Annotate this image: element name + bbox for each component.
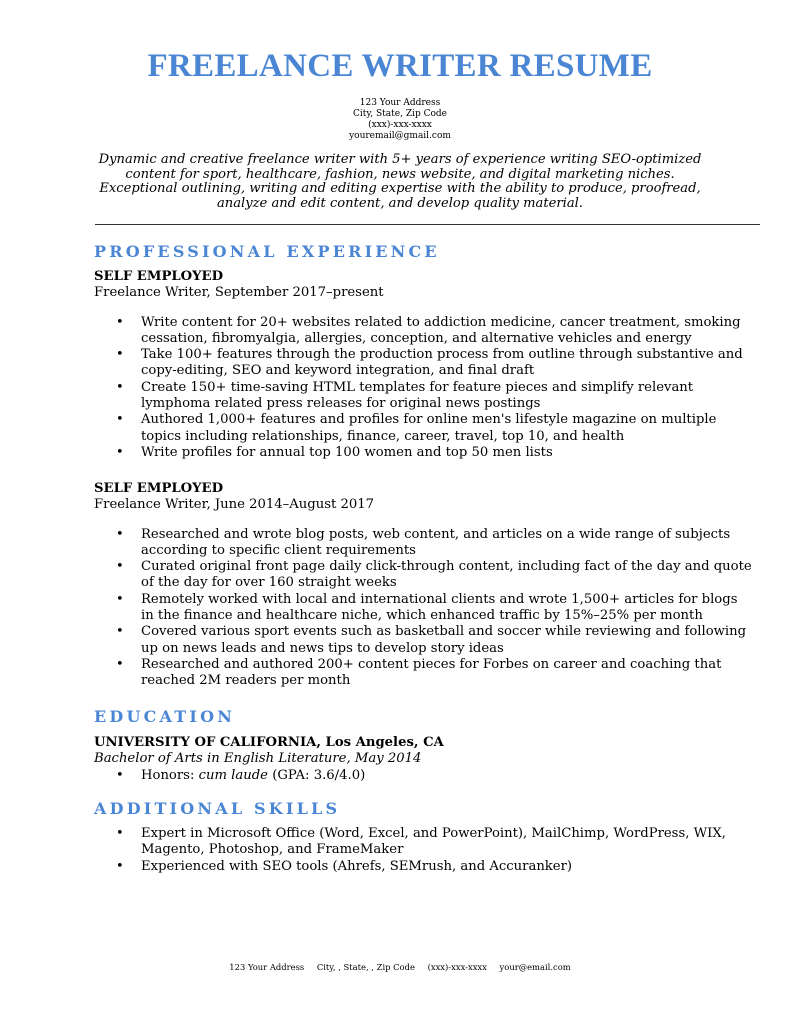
footer-contact xyxy=(0,962,800,972)
list-item xyxy=(94,657,754,690)
footer-address: 123 Your Address xyxy=(229,962,305,972)
bullet-text: Expert in Microsoft Office (Word, Excel, and PowerPoint), MailChimp, WordPress, WIX, Magento, Photoshop, and FrameMaker xyxy=(141,826,726,858)
professional-summary: Dynamic and creative freelance writer with 5+ years of experience writing SEO-optimized content for sport, healthcare, fashion, news website, and digital marketing niches. Exceptional outlining, writing and editing expertise with the ability to produce, proofread, analyze and edit content, and develop quality material. xyxy=(98,152,702,211)
bullet-text: Researched and wrote blog posts, web content, and articles on a wide range of subjects according to specific client requirements xyxy=(141,526,731,558)
bullet-icon: • xyxy=(116,444,124,460)
degree: Bachelor of Arts in English Literature, May 2014 xyxy=(94,751,422,767)
footer-city: City, , State, , Zip Code xyxy=(316,962,415,972)
list-item xyxy=(94,347,754,380)
list-item xyxy=(94,559,754,592)
list-item xyxy=(94,445,754,461)
bullet-text: Remotely worked with local and international clients and wrote 1,500+ articles for blogs in the finance and healthcare niche, which enhanced traffic by 15%–25% per month xyxy=(141,591,738,624)
job-employer: SELF EMPLOYED xyxy=(94,481,224,496)
bullet-icon: • xyxy=(116,314,124,330)
contact-phone: (xxx)-xxx-xxxx xyxy=(368,120,432,130)
gpa: (GPA: 3.6/4.0) xyxy=(268,767,366,783)
bullet-icon: • xyxy=(116,526,124,542)
bullet-icon: • xyxy=(116,591,124,607)
bullet-text: Create 150+ time-saving HTML templates for feature pieces and simplify relevant lymphoma related press releases for original news postings xyxy=(141,379,694,412)
contact-email: youremail@gmail.com xyxy=(349,131,451,141)
job-2 xyxy=(94,481,754,690)
job-bullet-list xyxy=(94,315,754,462)
honors-label: Honors: xyxy=(141,767,199,783)
list-item xyxy=(94,624,754,657)
list-item xyxy=(94,768,754,784)
list-item xyxy=(94,826,754,859)
job-role: Freelance Writer, September 2017–present xyxy=(94,285,384,301)
bullet-text: Covered various sport events such as basketball and soccer while reviewing and following up on news leads and news tips to develop story ideas xyxy=(141,624,747,656)
page-title: FREELANCE WRITER RESUME xyxy=(147,48,653,84)
header-divider xyxy=(95,224,760,225)
bullet-icon: • xyxy=(116,379,124,395)
job-1 xyxy=(94,269,754,461)
honors-value: cum laude xyxy=(198,767,268,783)
bullet-text: Write content for 20+ websites related to addiction medicine, cancer treatment, smoking cessation, fibromyalgia, allergies, conception, and alternative vehicles and energy xyxy=(141,314,741,346)
bullet-icon: • xyxy=(116,347,124,363)
skills-bullet-list xyxy=(94,826,754,875)
list-item xyxy=(94,412,754,445)
bullet-icon: • xyxy=(116,858,124,874)
list-item xyxy=(94,315,754,348)
footer-email: your@email.com xyxy=(499,962,571,972)
bullet-text: Experienced with SEO tools (Ahrefs, SEMrush, and Accuranker) xyxy=(141,858,573,874)
skills-heading: ADDITIONAL SKILLS xyxy=(94,799,341,818)
bullet-text: Researched and authored 200+ content pieces for Forbes on career and coaching that reached 2M readers per month xyxy=(141,656,722,689)
bullet-icon: • xyxy=(116,826,124,841)
bullet-text: Curated original front page daily click-through content, including fact of the day and quote of the day for over 160 straight weeks xyxy=(141,559,752,591)
job-role: Freelance Writer, June 2014–August 2017 xyxy=(94,497,375,513)
education-bullet-list xyxy=(94,768,754,784)
contact-address: 123 Your Address xyxy=(359,98,441,108)
list-item xyxy=(94,859,754,875)
education-entry xyxy=(94,735,754,784)
footer-phone: (xxx)-xxx-xxxx xyxy=(427,962,487,972)
job-bullet-list xyxy=(94,527,754,690)
education-school-line xyxy=(94,735,754,751)
bullet-text: Take 100+ features through the production process from outline through substantive and copy-editing, SEO and keyword integration, and final draft xyxy=(141,347,743,379)
school-location: Los Angeles, CA xyxy=(320,735,444,750)
skills-entry xyxy=(94,826,754,875)
education-heading: EDUCATION xyxy=(94,707,236,726)
bullet-text: Write profiles for annual top 100 women and top 50 men lists xyxy=(141,444,553,460)
experience-heading: PROFESSIONAL EXPERIENCE xyxy=(94,242,440,261)
bullet-icon: • xyxy=(116,624,124,640)
school-name: UNIVERSITY OF CALIFORNIA, xyxy=(94,735,321,750)
job-employer: SELF EMPLOYED xyxy=(94,269,224,284)
bullet-icon: • xyxy=(116,767,124,783)
bullet-icon: • xyxy=(116,559,124,575)
bullet-icon: • xyxy=(116,656,124,672)
bullet-text: Authored 1,000+ features and profiles for online men's lifestyle magazine on multiple topics including relationships, finance, career, travel, top 10, and health xyxy=(141,412,717,444)
contact-block xyxy=(0,98,800,142)
list-item xyxy=(94,380,754,413)
list-item xyxy=(94,592,754,625)
contact-city-state-zip: City, State, Zip Code xyxy=(353,109,447,119)
bullet-icon: • xyxy=(116,412,124,428)
list-item xyxy=(94,527,754,560)
